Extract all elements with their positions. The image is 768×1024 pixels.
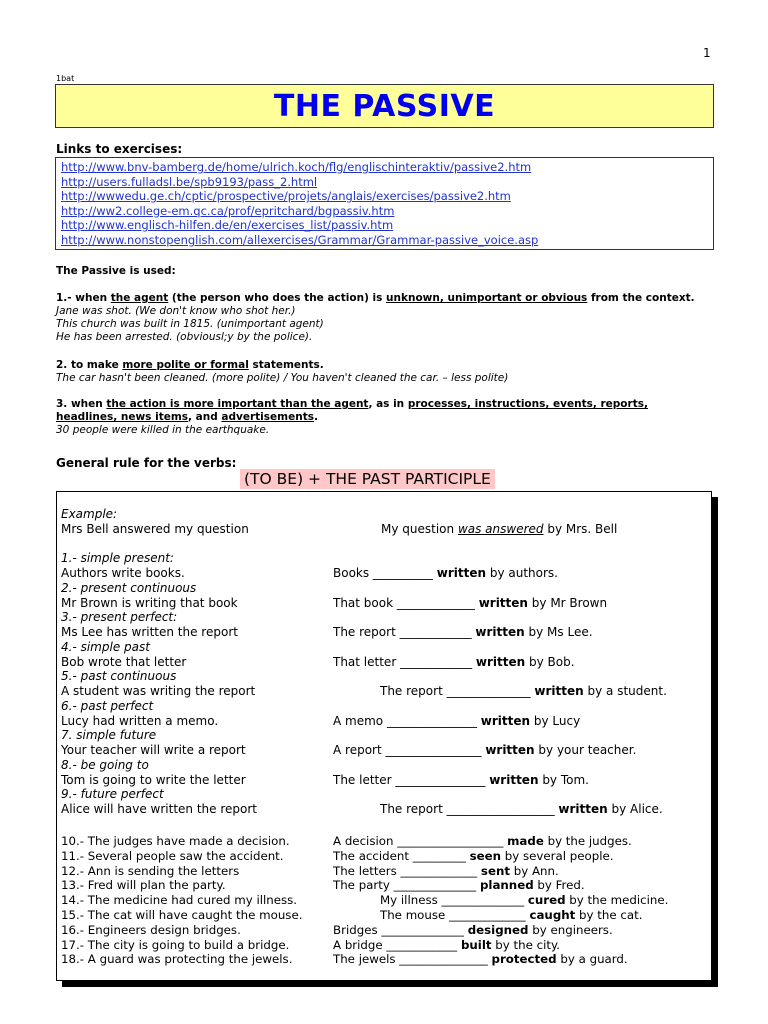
practice-passive	[380, 908, 642, 922]
tense-label: 5.- past continuous	[61, 669, 177, 683]
rule-3-example: 30 people were killed in the earthquake.	[56, 424, 270, 436]
passive-start: The jewels _______________	[333, 952, 492, 967]
text: unknown, unimportant or obvious	[386, 292, 588, 304]
passive-verb: cured	[527, 893, 566, 908]
page-title: THE PASSIVE	[273, 88, 496, 124]
practice-passive	[333, 864, 559, 878]
tense-label: 6.- past perfect	[61, 698, 154, 713]
text: more polite or formal	[122, 359, 249, 371]
general-rule-formula: (TO BE) + THE PAST PARTICIPLE	[240, 469, 495, 489]
passive-verb: written	[558, 802, 608, 816]
text: , and	[188, 411, 222, 423]
passive-start: A decision __________________	[333, 834, 508, 848]
rule-1-example: Jane was shot. (We don't know who shot her.)	[56, 305, 296, 317]
passive-end: by your teacher.	[534, 743, 637, 757]
passive-verb: written	[475, 654, 526, 669]
practice-active: 15.- The cat will have caught the mouse.	[61, 908, 303, 922]
usage-rule-3	[56, 398, 701, 437]
practice-active: 17.- The city is going to build a bridge.	[61, 937, 290, 952]
active-sentence: Bob wrote that letter	[61, 654, 187, 669]
class-tag: 1bat	[56, 74, 75, 83]
practice-active: 10.- The judges have made a decision.	[61, 834, 290, 848]
passive-end: by authors.	[486, 566, 558, 580]
passive-verb: caught	[529, 908, 576, 922]
usage-rule-1	[56, 292, 716, 344]
exercise-link[interactable]: http://www.bnv-bamberg.de/home/ulrich.koch/flg/englischinteraktiv/passive2.htm	[61, 160, 532, 174]
passive-sentence	[333, 714, 580, 728]
passive-end: by the judges.	[543, 834, 632, 848]
tense-label: 9.- future perfect	[61, 787, 164, 801]
passive-verb: written	[475, 625, 525, 639]
passive-end: by Mr Brown	[527, 595, 608, 610]
example-active: Mrs Bell answered my question	[61, 522, 249, 536]
passive-end: by Alice.	[607, 802, 663, 816]
rule-1-example: This church was built in 1815. (unimportant agent)	[56, 318, 324, 330]
passive-verb: written	[485, 743, 535, 757]
practice-active: 18.- A guard was protecting the jewels.	[61, 952, 293, 967]
tense-label: 3.- present perfect:	[61, 610, 178, 624]
passive-start: The letters _____________	[333, 863, 481, 878]
passive-end: by Ms Lee.	[524, 625, 593, 639]
passive-verb: written	[489, 772, 539, 787]
text: 3. when	[56, 398, 107, 410]
passive-verb: seen	[469, 848, 502, 863]
exercise-link[interactable]: http://www.nonstopenglish.com/allexercises/Grammar/Grammar-passive_voice.asp	[61, 232, 539, 247]
passive-sentence	[333, 743, 636, 757]
practice-passive	[380, 893, 668, 907]
passive-start: The mouse _____________	[380, 908, 530, 922]
rule-2-example: The car hasn't been cleaned. (more polite) / You haven't cleaned the car. – less polite)	[56, 372, 509, 384]
passive-start: Books __________	[333, 566, 437, 580]
passive-start: The report ______________	[380, 684, 535, 698]
exercise-link[interactable]: http://www.englisch-hilfen.de/en/exercises_list/passiv.htm	[61, 218, 394, 233]
passive-end: by a guard.	[556, 952, 628, 967]
passive-start: A report ________________	[333, 743, 486, 757]
page-number: 1	[703, 46, 711, 60]
practice-active: 14.- The medicine had cured my illness.	[61, 893, 298, 908]
passive-sentence	[333, 625, 593, 639]
text: 2. to make	[56, 359, 123, 371]
passive-end: by Bob.	[525, 654, 575, 669]
text: from the context.	[587, 292, 695, 304]
passive-verb: written	[436, 566, 487, 580]
practice-passive	[333, 878, 585, 892]
text: , as in	[368, 398, 408, 410]
passive-sentence	[333, 773, 589, 787]
exercise-link[interactable]: http://ww2.college-em.qc.ca/prof/epritchard/bgpassiv.htm	[61, 203, 395, 218]
active-sentence: Lucy had written a memo.	[61, 713, 219, 728]
passive-sentence	[333, 655, 575, 669]
tense-label: 4.- simple past	[61, 639, 150, 654]
practice-active: 16.- Engineers design bridges.	[61, 922, 241, 937]
text: by Mrs. Bell	[543, 522, 618, 536]
passive-verb: built	[460, 937, 492, 952]
passive-sentence	[380, 802, 663, 816]
passive-sentence	[333, 566, 558, 580]
rule-1-example: He has been arrested. (obviousl;y by the police).	[56, 331, 313, 343]
passive-verb: made	[507, 834, 544, 848]
passive-start: The report __________________	[380, 802, 559, 816]
exercise-link[interactable]: http://users.fulladsl.be/spb9193/pass_2.html	[61, 174, 318, 189]
passive-verb: written	[478, 595, 528, 610]
passive-verb: designed	[467, 922, 529, 937]
example-passive	[381, 522, 617, 536]
passive-verb: written	[534, 684, 584, 698]
passive-end: by the city.	[491, 937, 561, 952]
links-box	[55, 157, 714, 250]
practice-passive	[333, 938, 560, 952]
title-box	[55, 84, 714, 128]
rule-3-line	[56, 398, 701, 424]
passive-verb: planned	[479, 878, 534, 893]
active-sentence: Ms Lee has written the report	[61, 625, 238, 639]
text: processes, instructions, events, reports, headlines, news items	[56, 398, 648, 423]
active-sentence: Alice will have written the report	[61, 802, 258, 816]
active-sentence: Your teacher will write a report	[61, 743, 246, 757]
passive-start: That letter ____________	[333, 654, 476, 669]
passive-verb: sent	[480, 863, 510, 878]
text: the action is more important than the agent	[106, 398, 369, 410]
passive-start: A memo _______________	[333, 713, 481, 728]
tense-label: 1.- simple present:	[61, 551, 174, 565]
practice-active: 11.- Several people saw the accident.	[61, 848, 284, 863]
active-sentence: Authors write books.	[61, 566, 185, 580]
links-heading: Links to exercises:	[56, 142, 183, 156]
passive-end: by Ann.	[509, 863, 559, 878]
active-sentence: Tom is going to write the letter	[61, 772, 246, 787]
practice-passive	[333, 834, 632, 848]
usage-rule-2	[56, 359, 716, 385]
passive-start: The accident _________	[333, 848, 470, 863]
passive-start: My illness ______________	[380, 893, 528, 908]
passive-end: by the cat.	[575, 908, 643, 922]
passive-start: That book _____________	[333, 595, 479, 610]
passive-end: by Tom.	[538, 772, 589, 787]
passive-sentence	[380, 684, 667, 698]
practice-active: 12.- Ann is sending the letters	[61, 863, 240, 878]
rule-1-line	[56, 292, 716, 305]
passive-end: by the medicine.	[565, 893, 669, 908]
rule-2-line	[56, 359, 716, 372]
text: 1.- when	[56, 292, 111, 304]
text: was answered	[457, 522, 544, 536]
text: statements.	[248, 359, 324, 371]
exercise-link[interactable]: http://wwwedu.ge.ch/cptic/prospective/projets/anglais/exercises/passive2.htm	[61, 189, 511, 204]
passive-verb: protected	[491, 952, 557, 967]
passive-sentence	[333, 596, 607, 610]
passive-start: The report ____________	[333, 625, 476, 639]
example-label: Example:	[61, 507, 118, 521]
passive-start: The letter _______________	[333, 772, 490, 787]
passive-end: by engineers.	[528, 922, 613, 937]
text: .	[313, 411, 318, 423]
passive-start: The party ______________	[333, 878, 480, 893]
passive-start: Bridges ______________	[333, 922, 468, 937]
active-sentence: Mr Brown is writing that book	[61, 595, 238, 610]
text: advertisements	[221, 411, 314, 423]
tense-label: 7. simple future	[61, 728, 157, 742]
passive-end: by a student.	[583, 684, 667, 698]
active-sentence: A student was writing the report	[61, 684, 256, 698]
usage-intro: The Passive is used:	[56, 265, 176, 277]
tense-label: 8.- be going to	[61, 757, 149, 772]
general-rule-heading: General rule for the verbs:	[56, 456, 237, 470]
passive-start: A bridge ____________	[333, 937, 461, 952]
practice-passive	[333, 849, 614, 863]
practice-active: 13.- Fred will plan the party.	[61, 878, 226, 893]
passive-end: by several people.	[501, 848, 614, 863]
text: the agent	[110, 292, 169, 304]
passive-verb: written	[480, 713, 531, 728]
tense-label: 2.- present continuous	[61, 580, 197, 595]
passive-end: by Lucy	[530, 713, 581, 728]
passive-end: by Fred.	[533, 878, 585, 893]
text: My question	[381, 522, 458, 536]
practice-passive	[333, 923, 613, 937]
text: (the person who does the action) is	[168, 292, 387, 304]
practice-passive	[333, 952, 628, 966]
